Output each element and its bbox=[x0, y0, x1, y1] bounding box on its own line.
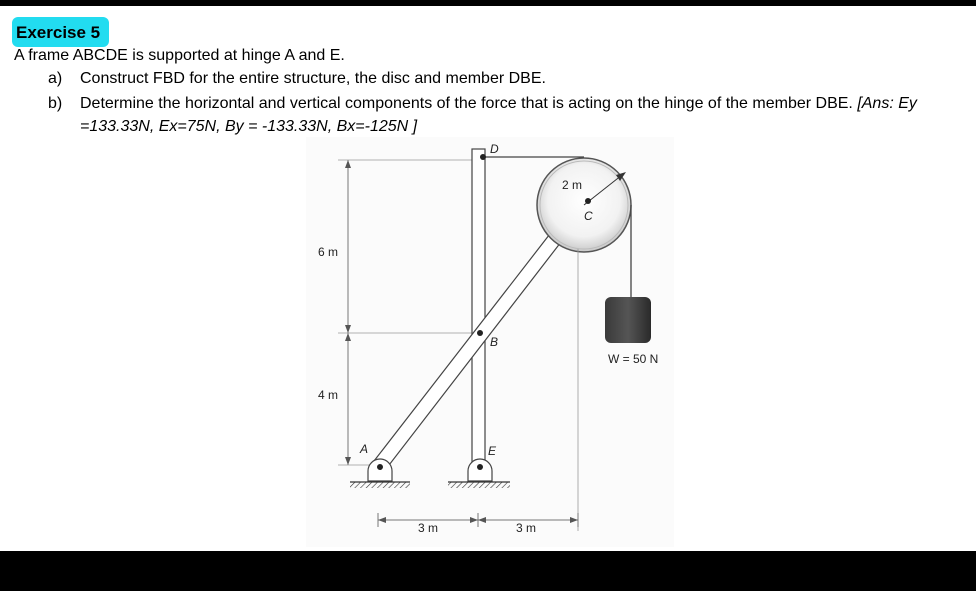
dim-radius-label: 2 m bbox=[562, 178, 583, 192]
label-e: E bbox=[488, 444, 497, 458]
weight-label: W = 50 N bbox=[608, 352, 659, 366]
label-b: B bbox=[490, 335, 499, 349]
label-a: A bbox=[360, 442, 369, 456]
answer-start: [Ans: Ey bbox=[857, 95, 917, 112]
dim-6m-label: 6 m bbox=[318, 245, 339, 259]
pin-b bbox=[477, 330, 483, 336]
answer-end: =133.33N, Ex=75N, By = -133.33N, Bx=-125N ] bbox=[80, 118, 418, 135]
exercise-title: Exercise 5 bbox=[16, 23, 101, 42]
title-container bbox=[12, 17, 100, 43]
dim-4m-label: 4 m bbox=[318, 388, 339, 402]
item-a-text: Construct FBD for the entire structure, the disc and member DBE. bbox=[80, 70, 546, 87]
weight-block bbox=[605, 297, 651, 343]
item-a-letter: a) bbox=[48, 70, 63, 87]
dim-left-span-label: 3 m bbox=[418, 521, 439, 535]
item-b-text: Determine the horizontal and vertical components of the force that is acting on the hinge of the member DBE. bbox=[80, 95, 858, 112]
item-b-text-line bbox=[80, 95, 917, 113]
label-c: C bbox=[584, 209, 593, 223]
bottom-black-bar bbox=[0, 551, 976, 591]
dim-right-span-label: 3 m bbox=[516, 521, 537, 535]
top-black-bar bbox=[0, 0, 976, 6]
pin-d bbox=[480, 154, 486, 160]
item-b-letter: b) bbox=[48, 95, 63, 112]
pin-c bbox=[585, 198, 591, 204]
problem-intro: A frame ABCDE is supported at hinge A and E. bbox=[14, 47, 345, 64]
member-dbe bbox=[472, 149, 485, 469]
frame-diagram bbox=[300, 135, 680, 549]
label-d: D bbox=[490, 142, 499, 156]
